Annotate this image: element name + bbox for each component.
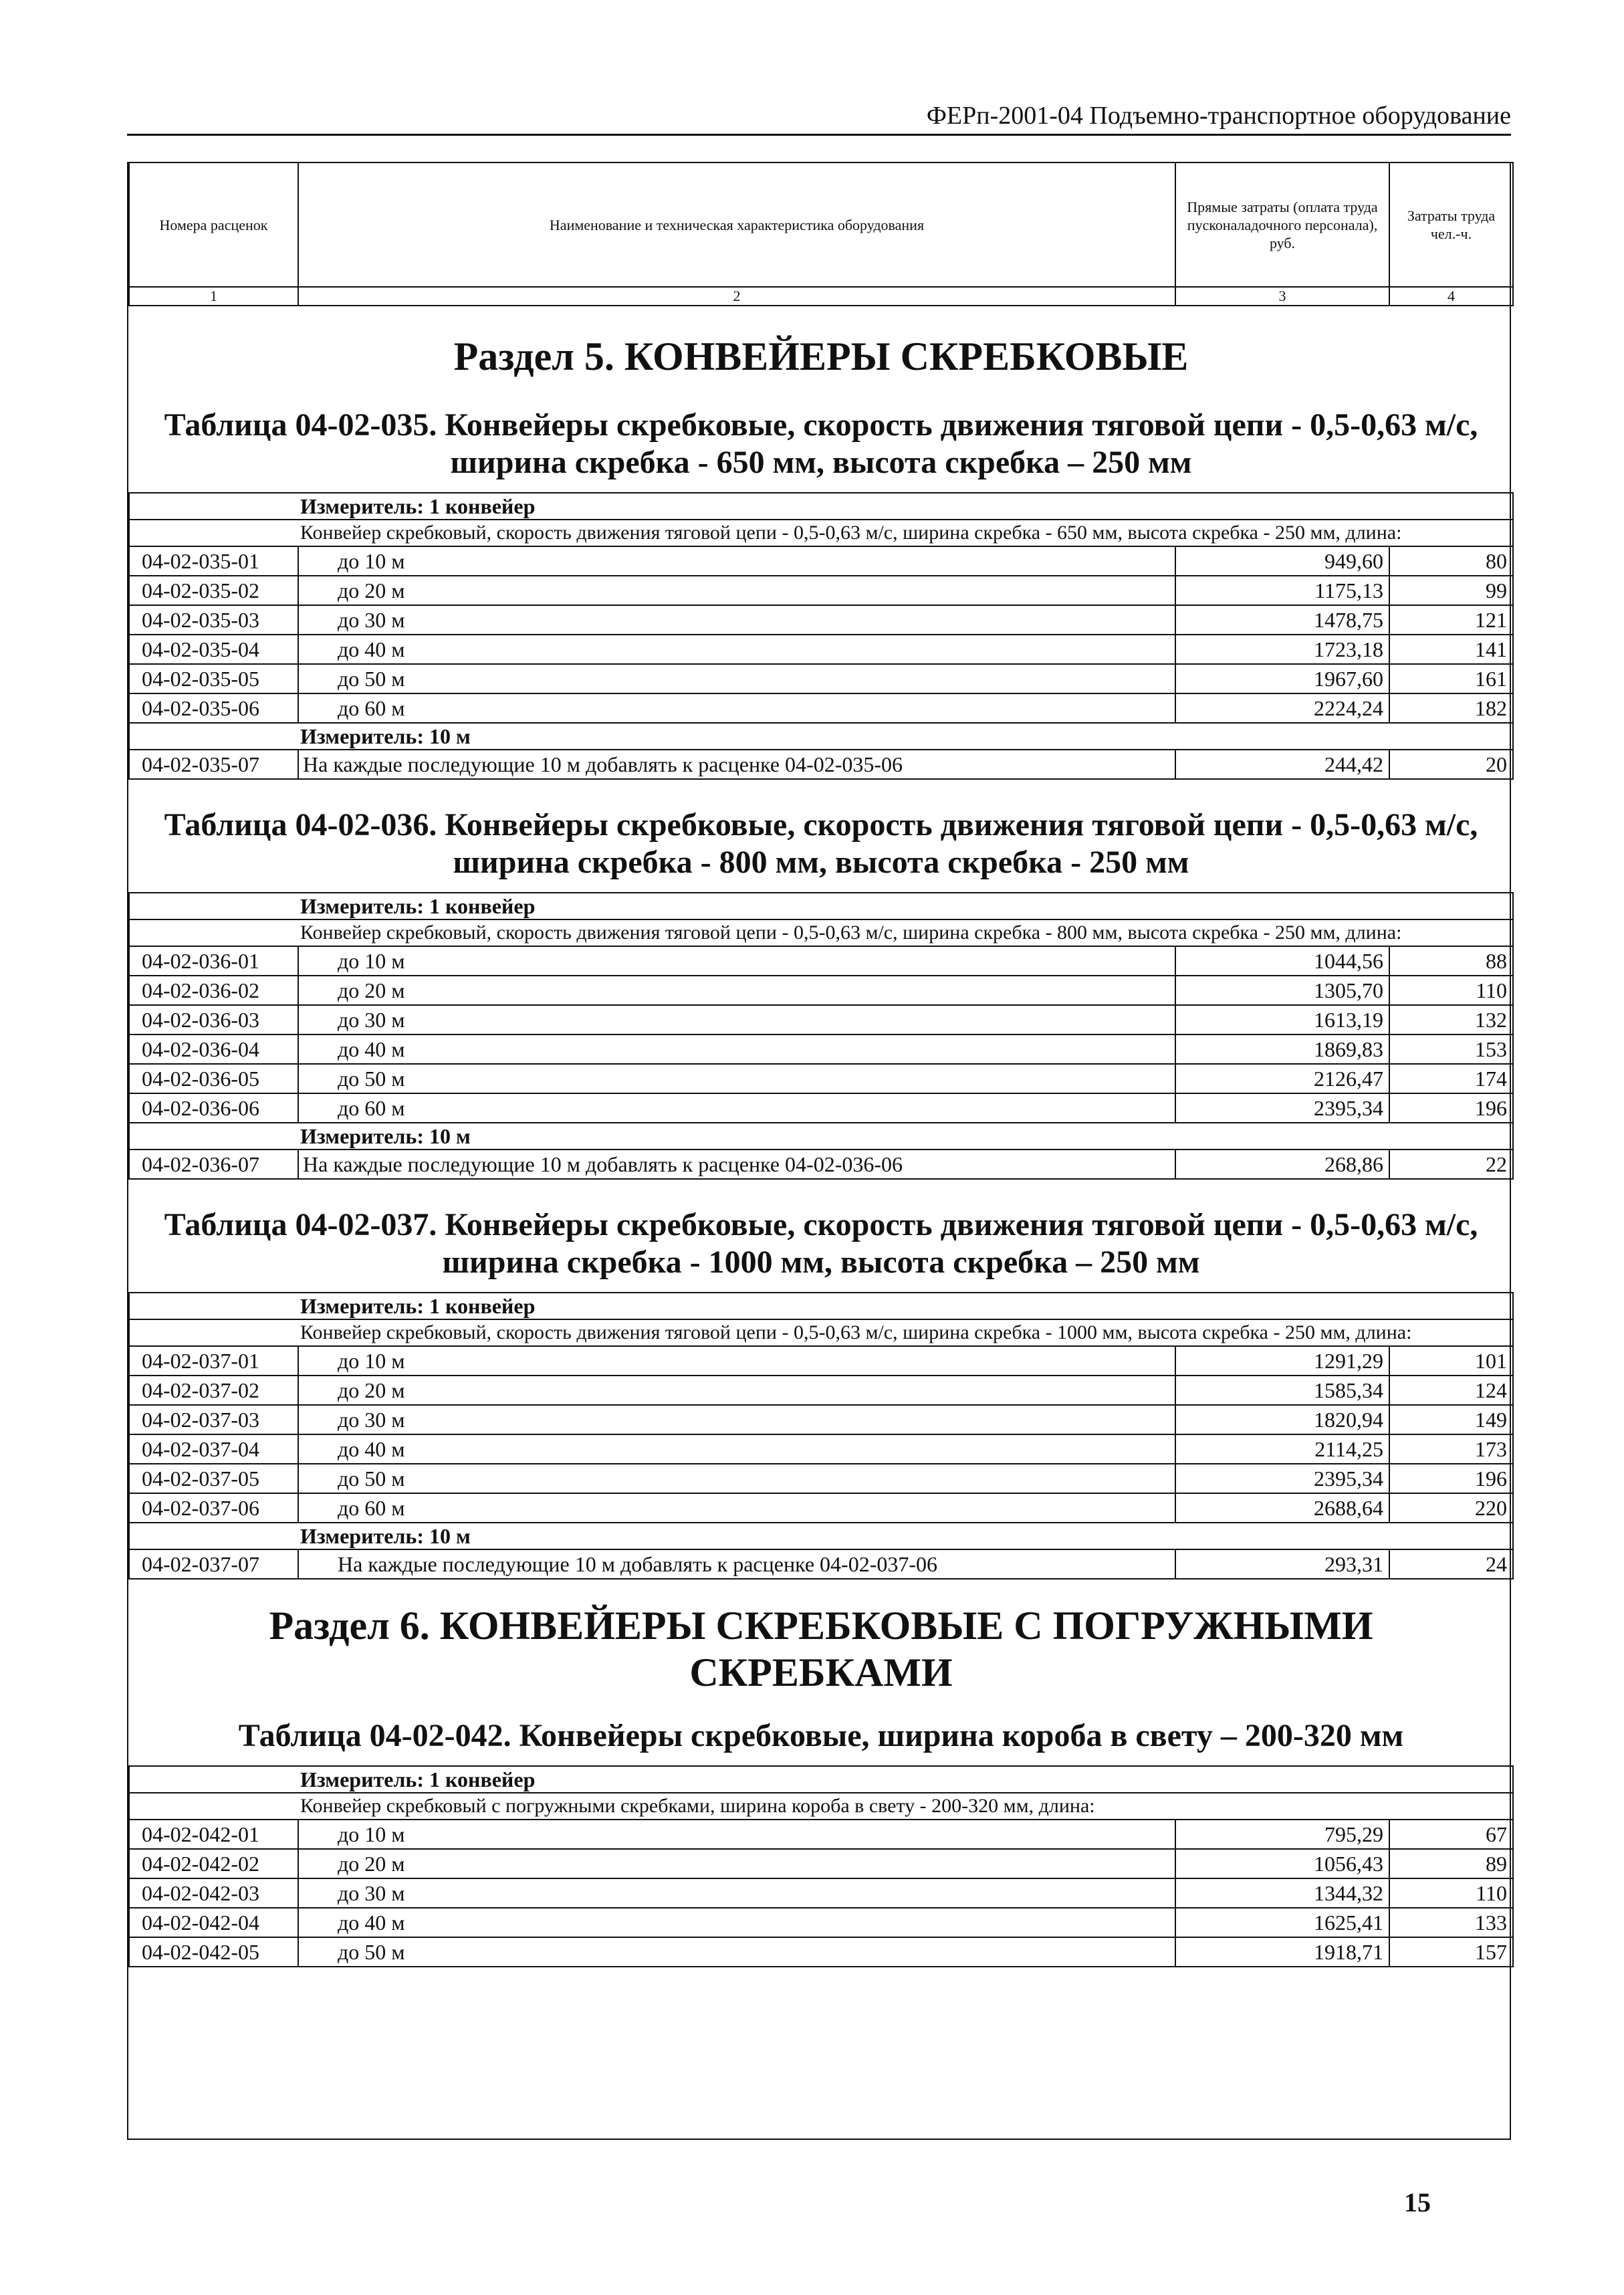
labor-cost: 20 <box>1389 750 1513 779</box>
direct-cost: 1625,41 <box>1175 1908 1389 1937</box>
table-description-row <box>129 919 1513 946</box>
table-description: Конвейер скребковый, скорость движения тяговой цепи - 0,5-0,63 м/с, ширина скребка - 800 мм, высота скребка - 250 мм, длина: <box>129 919 1513 946</box>
measure-label: Измеритель: 10 м <box>129 1523 1513 1549</box>
direct-cost: 2114,25 <box>1175 1434 1389 1464</box>
section-title-row <box>129 1579 1513 1713</box>
row-name: до 20 м <box>298 976 1175 1005</box>
labor-cost: 121 <box>1389 605 1513 635</box>
labor-cost: 88 <box>1389 946 1513 976</box>
page-header: ФЕРп-2001-04 Подъемно-транспортное оборудование <box>127 100 1511 136</box>
table-title-row <box>129 779 1513 893</box>
rate-code: 04-02-035-07 <box>129 750 298 779</box>
row-name: до 30 м <box>298 605 1175 635</box>
rate-code: 04-02-035-06 <box>129 693 298 723</box>
direct-cost: 1585,34 <box>1175 1376 1389 1405</box>
labor-cost: 110 <box>1389 976 1513 1005</box>
table-title-row <box>129 1179 1513 1293</box>
table-row <box>129 976 1513 1005</box>
table-description: Конвейер скребковый, скорость движения тяговой цепи - 0,5-0,63 м/с, ширина скребка - 650 мм, высота скребка - 250 мм, длина: <box>129 520 1513 546</box>
table-row <box>129 1150 1513 1179</box>
row-name: до 50 м <box>298 1937 1175 1967</box>
measure-label: Измеритель: 1 конвейер <box>129 493 1513 520</box>
rate-code: 04-02-042-04 <box>129 1908 298 1937</box>
direct-cost: 2395,34 <box>1175 1464 1389 1493</box>
row-name: до 40 м <box>298 1034 1175 1064</box>
rate-code: 04-02-036-03 <box>129 1005 298 1034</box>
table-row <box>129 1405 1513 1434</box>
labor-cost: 24 <box>1389 1549 1513 1579</box>
row-name: до 10 м <box>298 1346 1175 1376</box>
price-table <box>128 162 1514 1967</box>
table-row <box>129 1005 1513 1034</box>
table-description-row <box>129 1793 1513 1820</box>
section-title: Раздел 5. КОНВЕЙЕРЫ СКРЕБКОВЫЕ <box>453 334 1189 378</box>
labor-cost: 101 <box>1389 1346 1513 1376</box>
labor-cost: 174 <box>1389 1064 1513 1093</box>
row-name: до 40 м <box>298 635 1175 664</box>
table-description: Конвейер скребковый с погружными скребками, ширина короба в свету - 200-320 мм, длина: <box>129 1793 1513 1820</box>
direct-cost: 795,29 <box>1175 1820 1389 1849</box>
row-name: до 30 м <box>298 1878 1175 1908</box>
labor-cost: 196 <box>1389 1464 1513 1493</box>
row-name: до 50 м <box>298 1464 1175 1493</box>
measure-label-row <box>129 893 1513 919</box>
table-row <box>129 1434 1513 1464</box>
direct-cost: 1305,70 <box>1175 976 1389 1005</box>
table-row <box>129 946 1513 976</box>
table-row <box>129 635 1513 664</box>
rate-code: 04-02-035-05 <box>129 664 298 693</box>
col-header-cost: Прямые затраты (оплата труда пусконаладочного персонала), руб. <box>1175 162 1389 287</box>
direct-cost: 1044,56 <box>1175 946 1389 976</box>
table-title-row <box>129 1713 1513 1766</box>
table-row <box>129 1093 1513 1123</box>
labor-cost: 141 <box>1389 635 1513 664</box>
col-header-codes: Номера расценок <box>129 162 298 287</box>
labor-cost: 89 <box>1389 1849 1513 1878</box>
table-row <box>129 546 1513 576</box>
labor-cost: 149 <box>1389 1405 1513 1434</box>
row-name: до 40 м <box>298 1908 1175 1937</box>
direct-cost: 1723,18 <box>1175 635 1389 664</box>
table-row <box>129 750 1513 779</box>
table-row <box>129 605 1513 635</box>
table-description: Конвейер скребковый, скорость движения тяговой цепи - 0,5-0,63 м/с, ширина скребка - 1000 мм, высота скребка - 250 мм, длина: <box>129 1319 1513 1346</box>
direct-cost: 1918,71 <box>1175 1937 1389 1967</box>
table-description-row <box>129 1319 1513 1346</box>
labor-cost: 133 <box>1389 1908 1513 1937</box>
labor-cost: 157 <box>1389 1937 1513 1967</box>
row-name: до 10 м <box>298 1820 1175 1849</box>
table-row <box>129 1820 1513 1849</box>
table-row <box>129 576 1513 605</box>
labor-cost: 124 <box>1389 1376 1513 1405</box>
table-title: Таблица 04-02-036. Конвейеры скребковые, скорость движения тяговой цепи - 0,5-0,63 м/с, ширина скребка - 800 мм, высота скребка - 250 мм <box>164 807 1478 880</box>
row-name: На каждые последующие 10 м добавлять к расценке 04-02-036-06 <box>298 1150 1175 1179</box>
direct-cost: 2395,34 <box>1175 1093 1389 1123</box>
direct-cost: 1344,32 <box>1175 1878 1389 1908</box>
col-num: 3 <box>1175 287 1389 306</box>
rate-code: 04-02-036-06 <box>129 1093 298 1123</box>
measure-label-row <box>129 723 1513 750</box>
row-name: до 50 м <box>298 1064 1175 1093</box>
rate-code: 04-02-037-06 <box>129 1493 298 1523</box>
rate-code: 04-02-036-01 <box>129 946 298 976</box>
table-row <box>129 1849 1513 1878</box>
rate-code: 04-02-036-04 <box>129 1034 298 1064</box>
row-name: до 60 м <box>298 1493 1175 1523</box>
rate-code: 04-02-037-01 <box>129 1346 298 1376</box>
table-row <box>129 693 1513 723</box>
rate-code: 04-02-036-05 <box>129 1064 298 1093</box>
row-name: до 50 м <box>298 664 1175 693</box>
section-title: Раздел 6. КОНВЕЙЕРЫ СКРЕБКОВЫЕ С ПОГРУЖНЫМИ СКРЕБКАМИ <box>269 1604 1373 1695</box>
col-header-labor: Затраты труда чел.-ч. <box>1389 162 1513 287</box>
rate-code: 04-02-037-03 <box>129 1405 298 1434</box>
rate-code: 04-02-042-02 <box>129 1849 298 1878</box>
rate-code: 04-02-037-04 <box>129 1434 298 1464</box>
column-number-row <box>129 287 1513 306</box>
rate-code: 04-02-036-07 <box>129 1150 298 1179</box>
row-name: до 20 м <box>298 576 1175 605</box>
col-num: 2 <box>298 287 1175 306</box>
direct-cost: 2688,64 <box>1175 1493 1389 1523</box>
rate-code: 04-02-037-02 <box>129 1376 298 1405</box>
row-name: до 30 м <box>298 1005 1175 1034</box>
table-row <box>129 1549 1513 1579</box>
col-num: 4 <box>1389 287 1513 306</box>
direct-cost: 244,42 <box>1175 750 1389 779</box>
table-title: Таблица 04-02-037. Конвейеры скребковые, скорость движения тяговой цепи - 0,5-0,63 м/с, ширина скребка - 1000 мм, высота скребка – 250 мм <box>164 1207 1478 1280</box>
table-row <box>129 1464 1513 1493</box>
rate-code: 04-02-037-05 <box>129 1464 298 1493</box>
rate-code: 04-02-042-05 <box>129 1937 298 1967</box>
rate-code: 04-02-042-01 <box>129 1820 298 1849</box>
document-frame <box>127 162 1511 2140</box>
rate-code: 04-02-035-03 <box>129 605 298 635</box>
rate-code: 04-02-035-01 <box>129 546 298 576</box>
direct-cost: 1175,13 <box>1175 576 1389 605</box>
direct-cost: 1820,94 <box>1175 1405 1389 1434</box>
labor-cost: 196 <box>1389 1093 1513 1123</box>
direct-cost: 1056,43 <box>1175 1849 1389 1878</box>
measure-label-row <box>129 1123 1513 1150</box>
measure-label-row <box>129 493 1513 520</box>
table-description-row <box>129 520 1513 546</box>
measure-label: Измеритель: 1 конвейер <box>129 1766 1513 1793</box>
table-title: Таблица 04-02-042. Конвейеры скребковые, ширина короба в свету – 200-320 мм <box>238 1718 1404 1753</box>
labor-cost: 182 <box>1389 693 1513 723</box>
labor-cost: 153 <box>1389 1034 1513 1064</box>
row-name: до 20 м <box>298 1376 1175 1405</box>
measure-label: Измеритель: 10 м <box>129 1123 1513 1150</box>
row-name: до 60 м <box>298 1093 1175 1123</box>
rate-code: 04-02-035-02 <box>129 576 298 605</box>
measure-label-row <box>129 1766 1513 1793</box>
table-row <box>129 1034 1513 1064</box>
row-name: до 60 м <box>298 693 1175 723</box>
direct-cost: 1291,29 <box>1175 1346 1389 1376</box>
rate-code: 04-02-036-02 <box>129 976 298 1005</box>
direct-cost: 293,31 <box>1175 1549 1389 1579</box>
direct-cost: 1967,60 <box>1175 664 1389 693</box>
direct-cost: 949,60 <box>1175 546 1389 576</box>
measure-label-row <box>129 1523 1513 1549</box>
table-title-row <box>129 403 1513 493</box>
labor-cost: 67 <box>1389 1820 1513 1849</box>
table-row <box>129 664 1513 693</box>
table-row <box>129 1937 1513 1967</box>
labor-cost: 22 <box>1389 1150 1513 1179</box>
direct-cost: 1478,75 <box>1175 605 1389 635</box>
labor-cost: 80 <box>1389 546 1513 576</box>
table-row <box>129 1064 1513 1093</box>
row-name: На каждые последующие 10 м добавлять к расценке 04-02-037-06 <box>298 1549 1175 1579</box>
direct-cost: 268,86 <box>1175 1150 1389 1179</box>
table-row <box>129 1346 1513 1376</box>
direct-cost: 2126,47 <box>1175 1064 1389 1093</box>
row-name: до 30 м <box>298 1405 1175 1434</box>
labor-cost: 220 <box>1389 1493 1513 1523</box>
measure-label-row <box>129 1293 1513 1319</box>
direct-cost: 1613,19 <box>1175 1005 1389 1034</box>
column-header-row <box>129 162 1513 287</box>
page-number: 15 <box>1404 2187 1431 2217</box>
row-name: На каждые последующие 10 м добавлять к расценке 04-02-035-06 <box>298 750 1175 779</box>
measure-label: Измеритель: 1 конвейер <box>129 893 1513 919</box>
labor-cost: 173 <box>1389 1434 1513 1464</box>
table-row <box>129 1376 1513 1405</box>
direct-cost: 2224,24 <box>1175 693 1389 723</box>
rate-code: 04-02-042-03 <box>129 1878 298 1908</box>
row-name: до 20 м <box>298 1849 1175 1878</box>
section-title-row <box>129 306 1513 403</box>
table-row <box>129 1908 1513 1937</box>
direct-cost: 1869,83 <box>1175 1034 1389 1064</box>
rate-code: 04-02-037-07 <box>129 1549 298 1579</box>
labor-cost: 132 <box>1389 1005 1513 1034</box>
measure-label: Измеритель: 1 конвейер <box>129 1293 1513 1319</box>
measure-label: Измеритель: 10 м <box>129 723 1513 750</box>
labor-cost: 110 <box>1389 1878 1513 1908</box>
row-name: до 10 м <box>298 546 1175 576</box>
col-header-name: Наименование и техническая характеристика оборудования <box>298 162 1175 287</box>
row-name: до 40 м <box>298 1434 1175 1464</box>
labor-cost: 99 <box>1389 576 1513 605</box>
table-row <box>129 1878 1513 1908</box>
rate-code: 04-02-035-04 <box>129 635 298 664</box>
col-num: 1 <box>129 287 298 306</box>
labor-cost: 161 <box>1389 664 1513 693</box>
row-name: до 10 м <box>298 946 1175 976</box>
table-row <box>129 1493 1513 1523</box>
table-title: Таблица 04-02-035. Конвейеры скребковые, скорость движения тяговой цепи - 0,5-0,63 м/с, ширина скребка - 650 мм, высота скребка – 250 мм <box>164 407 1478 480</box>
